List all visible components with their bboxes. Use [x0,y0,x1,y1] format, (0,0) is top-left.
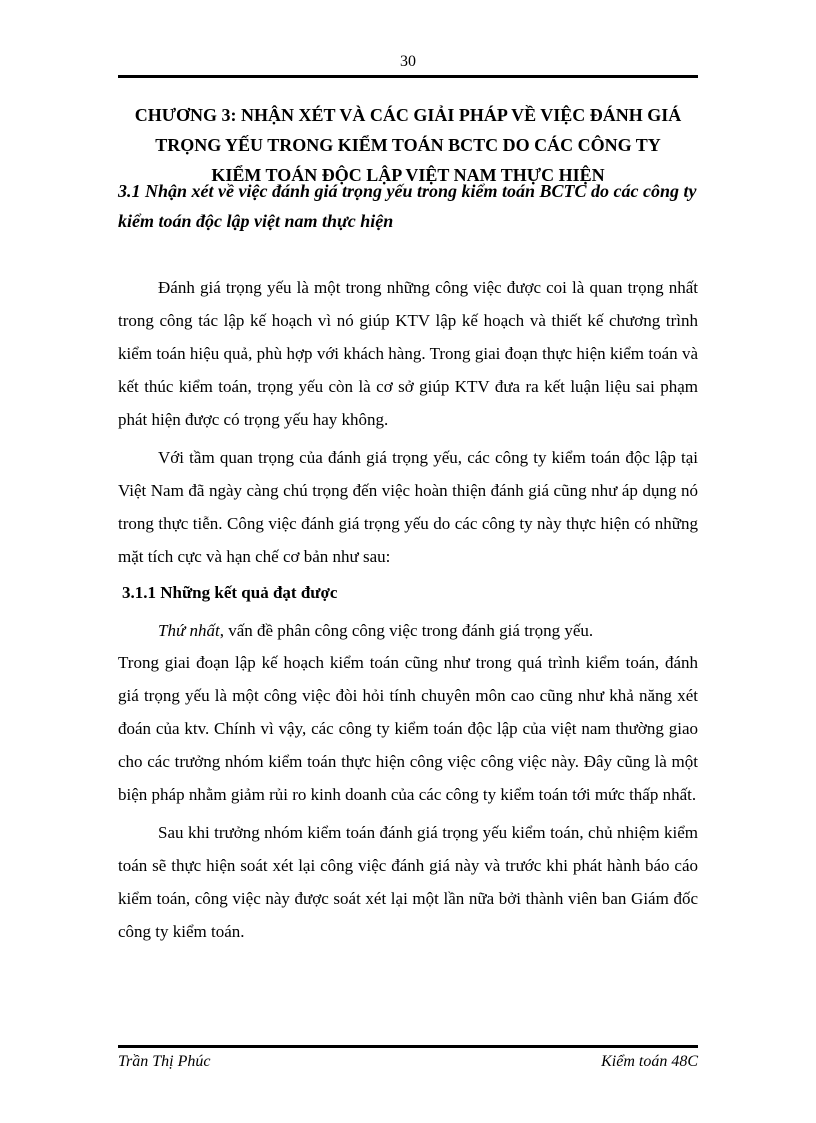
chapter-title-line-3: KIỂM TOÁN ĐỘC LẬP VIỆT NAM THỰC HIỆN [211,165,605,185]
paragraph-3-lead: Thứ nhất [158,621,220,640]
paragraph-4: Trong giai đoạn lập kế hoạch kiểm toán cũng như trong quá trình kiểm toán, đánh giá trọng yếu là một công việc đòi hỏi tính chuyên môn cao cũng như khả năng xét đoán của ktv. Chính vì vậy, các công ty kiểm toán độc lập của việt nam thường giao cho các trưởng nhóm kiểm toán thực hiện công việc công việc này. Đây cũng là một biện pháp nhằm giảm rủi ro kinh doanh của các công ty kiểm toán tới mức thấp nhất. [118,653,698,804]
chapter-title-line-1: CHƯƠNG 3: NHẬN XÉT VÀ CÁC GIẢI PHÁP VỀ VIỆC ĐÁNH GIÁ [134,105,682,125]
paragraph-3 [118,614,698,647]
subsection-title: 3.1.1 Những kết quả đạt được [122,583,338,602]
chapter-title-line-2: TRỌNG YẾU TRONG KIỂM TOÁN BCTC DO CÁC CÔNG TY [155,135,661,155]
section-title: 3.1 Nhận xét về việc đánh giá trọng yếu trong kiểm toán BCTC do các công ty kiểm toán độc lập việt nam thực hiện [118,181,697,231]
paragraph-5: Sau khi trưởng nhóm kiểm toán đánh giá trọng yếu kiểm toán, chủ nhiệm kiểm toán sẽ thực hiện soát xét lại công việc đánh giá này và trước khi phát hành báo cáo kiểm toán, công việc này được soát xét lại một lần nữa bởi thành viên ban Giám đốc công ty kiểm toán. [118,823,698,941]
header-rule [118,75,698,78]
footer-class: Kiểm toán 48C [601,1053,698,1070]
page-number: 30 [400,53,416,70]
paragraph-2: Với tầm quan trọng của đánh giá trọng yếu, các công ty kiểm toán độc lập tại Việt Nam đã ngày càng chú trọng đến việc hoàn thiện đánh giá cũng như áp dụng nó trong thực tiễn. Công việc đánh giá trọng yếu do các công ty này thực hiện có những mặt tích cực và hạn chế cơ bản như sau: [118,448,698,566]
paragraph-1: Đánh giá trọng yếu là một trong những công việc được coi là quan trọng nhất trong công tác lập kế hoạch vì nó giúp KTV lập kế hoạch và thiết kế chương trình kiểm toán hiệu quả, phù hợp với khách hàng. Trong giai đoạn thực hiện kiểm toán và kết thúc kiểm toán, trọng yếu còn là cơ sở giúp KTV đưa ra kết luận liệu sai phạm phát hiện được có trọng yếu hay không. [118,278,698,429]
paragraph-3-rest: , vấn đề phân công công việc trong đánh giá trọng yếu. [219,621,594,640]
footer-rule [118,1045,698,1048]
footer-author: Trần Thị Phúc [118,1053,211,1070]
